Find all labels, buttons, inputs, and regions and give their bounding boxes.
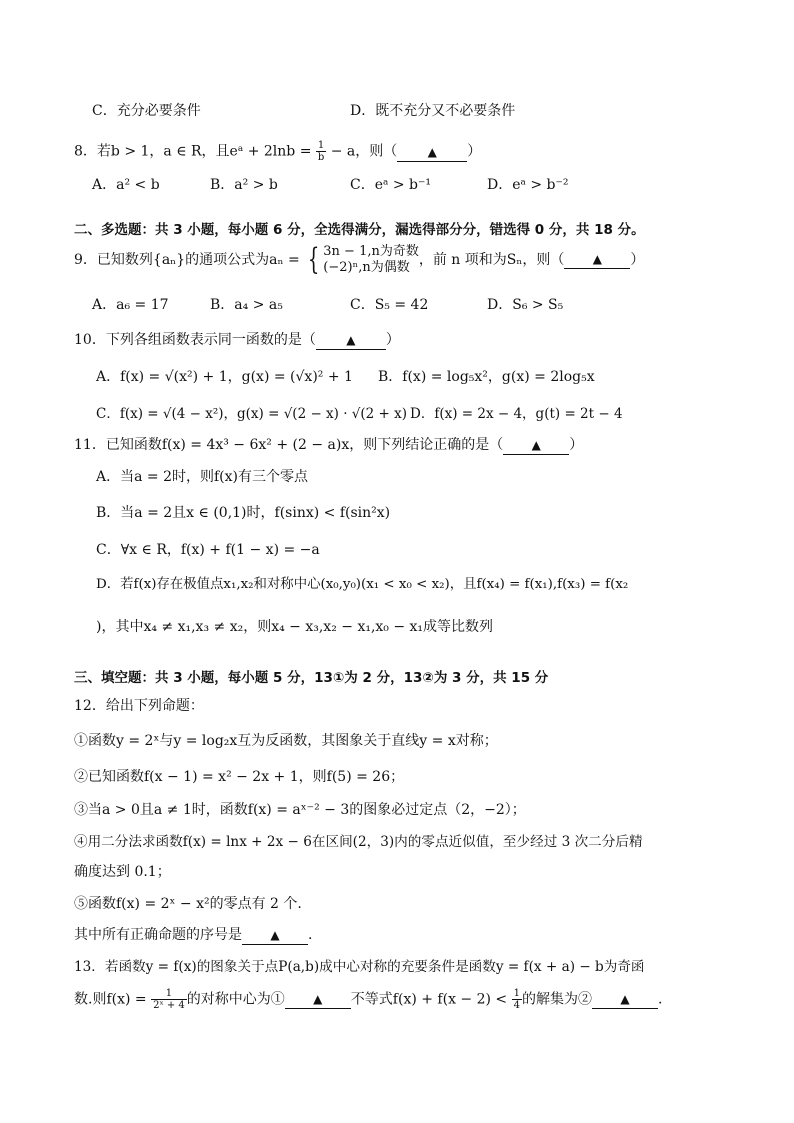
q13-frac2-den: 4 bbox=[513, 1000, 520, 1011]
q8-option-c: C．eᵃ > b⁻¹ bbox=[350, 177, 431, 193]
q13-text-c: 不等式f(x) + f(x − 2) < bbox=[350, 991, 512, 1008]
triangle-icon: ▲ bbox=[313, 991, 323, 1006]
triangle-icon: ▲ bbox=[620, 991, 630, 1006]
q13-text-d: 的解集为② bbox=[521, 991, 592, 1008]
q11-stem-text: 11．已知函数f(x) = 4x³ − 6x² + (2 − a)x，则下列结论正确的是（ bbox=[74, 437, 504, 453]
q13-frac2-num: 1 bbox=[513, 988, 520, 999]
q8-stem bbox=[74, 140, 481, 163]
q9-brace: { bbox=[307, 242, 320, 277]
q12-prop-1: ①函数y = 2ˣ与y = log₂x互为反函数，其图象关于直线y = x对称； bbox=[74, 733, 498, 749]
q9-option-c: C．S₅ = 42 bbox=[350, 297, 429, 313]
q9-option-d: D．S₆ > S₅ bbox=[487, 297, 564, 313]
q13-text-b: 的对称中心为① bbox=[186, 991, 285, 1008]
q8-close: ） bbox=[467, 143, 482, 160]
q8-stem-tail: − a，则（ bbox=[326, 143, 398, 160]
q10-option-d: D．f(x) = 2x − 4，g(t) = 2t − 4 bbox=[410, 406, 623, 422]
q12-prop-2: ②已知函数f(x − 1) = x² − 2x + 1，则f(5) = 26； bbox=[74, 769, 405, 785]
triangle-icon: ▲ bbox=[531, 438, 541, 452]
q11-answer-blank[interactable] bbox=[503, 437, 569, 455]
triangle-icon: ▲ bbox=[346, 333, 356, 347]
q12-end: . bbox=[308, 927, 313, 943]
q11-option-d-line1: D．若f(x)存在极值点x₁,x₂和对称中心(x₀,y₀)(x₁ < x₀ < x₂)，且f(x₄) = f(x₁),f(x₃) = f(x₂ bbox=[96, 577, 629, 592]
q11-option-a: A．当a = 2时，则f(x)有三个零点 bbox=[96, 469, 308, 485]
q9-stem bbox=[74, 244, 644, 278]
q13-line-1: 13．若函数y = f(x)的图象关于点P(a,b)成中心对称的充要条件是函数y = f(x + a) − b为奇函 bbox=[74, 959, 645, 975]
q7-option-c: C．充分必要条件 bbox=[92, 103, 201, 119]
q10-close: ） bbox=[385, 332, 400, 348]
q8-option-d: D．eᵃ > b⁻² bbox=[487, 177, 569, 193]
q11-close: ） bbox=[569, 437, 584, 453]
q10-answer-blank[interactable] bbox=[316, 332, 386, 350]
q12-prop-3: ③当a > 0且a ≠ 1时，函数f(x) = aˣ⁻² − 3的图象必过定点（2，−2）； bbox=[74, 802, 526, 818]
q10-stem-text: 10．下列各组函数表示同一函数的是（ bbox=[74, 332, 316, 348]
q11-stem bbox=[74, 435, 583, 455]
q13-fraction-2 bbox=[512, 988, 522, 1011]
q9-case-1: 3n − 1,n为奇数 bbox=[323, 244, 419, 259]
q9-option-a: A．a₆ = 17 bbox=[92, 297, 169, 313]
q10-option-c: C．f(x) = √(4 − x²)，g(x) = √(2 − x) · √(2 + x) bbox=[96, 406, 408, 422]
triangle-icon: ▲ bbox=[592, 252, 603, 266]
q8-frac-num: 1 bbox=[316, 140, 326, 152]
q12-prop-5: ⑤函数f(x) = 2ˣ − x²的零点有 2 个. bbox=[74, 896, 302, 912]
q9-answer-blank[interactable] bbox=[564, 251, 630, 269]
q12-prop-4-line1: ④用二分法求函数f(x) = lnx + 2x − 6在区间(2，3)内的零点近似值，至少经过 3 次二分后精 bbox=[74, 834, 643, 850]
q9-option-b: B．a₄ > a₅ bbox=[210, 297, 283, 313]
q8-fraction bbox=[316, 140, 326, 163]
section-3-heading: 三、填空题：共 3 小题，每小题 5 分，13①为 2 分，13②为 3 分，共 15 分 bbox=[74, 670, 549, 686]
q10-stem bbox=[74, 330, 400, 350]
q8-option-a: A．a² < b bbox=[92, 177, 160, 193]
section-2-heading: 二、多选题：共 3 小题，每小题 6 分，全选得满分，漏选得部分分，错选得 0 分，共 18 分。 bbox=[74, 222, 645, 238]
q10-option-b: B．f(x) = log₅x²，g(x) = 2log₅x bbox=[378, 369, 595, 385]
q13-text-a: 数.则f(x) = bbox=[74, 991, 152, 1008]
q8-answer-blank[interactable] bbox=[397, 144, 467, 162]
q13-fraction-1 bbox=[151, 988, 187, 1011]
q12-question bbox=[74, 925, 312, 945]
q9-case-2: (−2)ⁿ,n为偶数 bbox=[323, 260, 410, 275]
q13-answer-blank-1[interactable] bbox=[285, 991, 351, 1009]
q9-stem-tail: ，前 n 项和为Sₙ，则（ bbox=[418, 252, 565, 268]
q11-option-d-line2: )，其中x₄ ≠ x₁,x₃ ≠ x₂，则x₄ − x₃,x₂ − x₁,x₀ − x₁成等比数列 bbox=[96, 619, 494, 635]
q8-option-b: B．a² > b bbox=[210, 177, 278, 193]
q13-answer-blank-2[interactable] bbox=[592, 991, 658, 1009]
triangle-icon: ▲ bbox=[427, 144, 437, 159]
q12-stem: 12．给出下列命题： bbox=[74, 698, 204, 714]
q12-prop-4-line2: 确度达到 0.1； bbox=[74, 864, 171, 880]
q8-stem-text: 8．若b > 1，a ∈ R，且eᵃ + 2lnb = bbox=[74, 143, 316, 160]
q8-frac-den: b bbox=[317, 152, 325, 163]
q12-answer-blank[interactable] bbox=[242, 927, 308, 945]
q11-option-b: B．当a = 2且x ∈ (0,1)时，f(sinx) < f(sin²x) bbox=[96, 505, 391, 521]
q10-option-a: A．f(x) = √(x²) + 1，g(x) = (√x)² + 1 bbox=[96, 369, 353, 385]
q13-frac1-den: 2ˣ + 4 bbox=[153, 1000, 185, 1011]
q9-stem-text: 9．已知数列{aₙ}的通项公式为aₙ = bbox=[74, 252, 305, 268]
triangle-icon: ▲ bbox=[270, 928, 280, 942]
q12-question-text: 其中所有正确命题的序号是 bbox=[74, 927, 242, 943]
q11-option-c: C．∀x ∈ R，f(x) + f(1 − x) = −a bbox=[96, 542, 320, 558]
q9-close: ） bbox=[630, 252, 645, 268]
q13-frac1-num: 1 bbox=[151, 988, 187, 1000]
q9-piecewise bbox=[323, 244, 419, 276]
q13-line-2 bbox=[74, 988, 662, 1016]
q7-option-d: D．既不充分又不必要条件 bbox=[350, 103, 516, 119]
q13-end: . bbox=[657, 991, 663, 1008]
